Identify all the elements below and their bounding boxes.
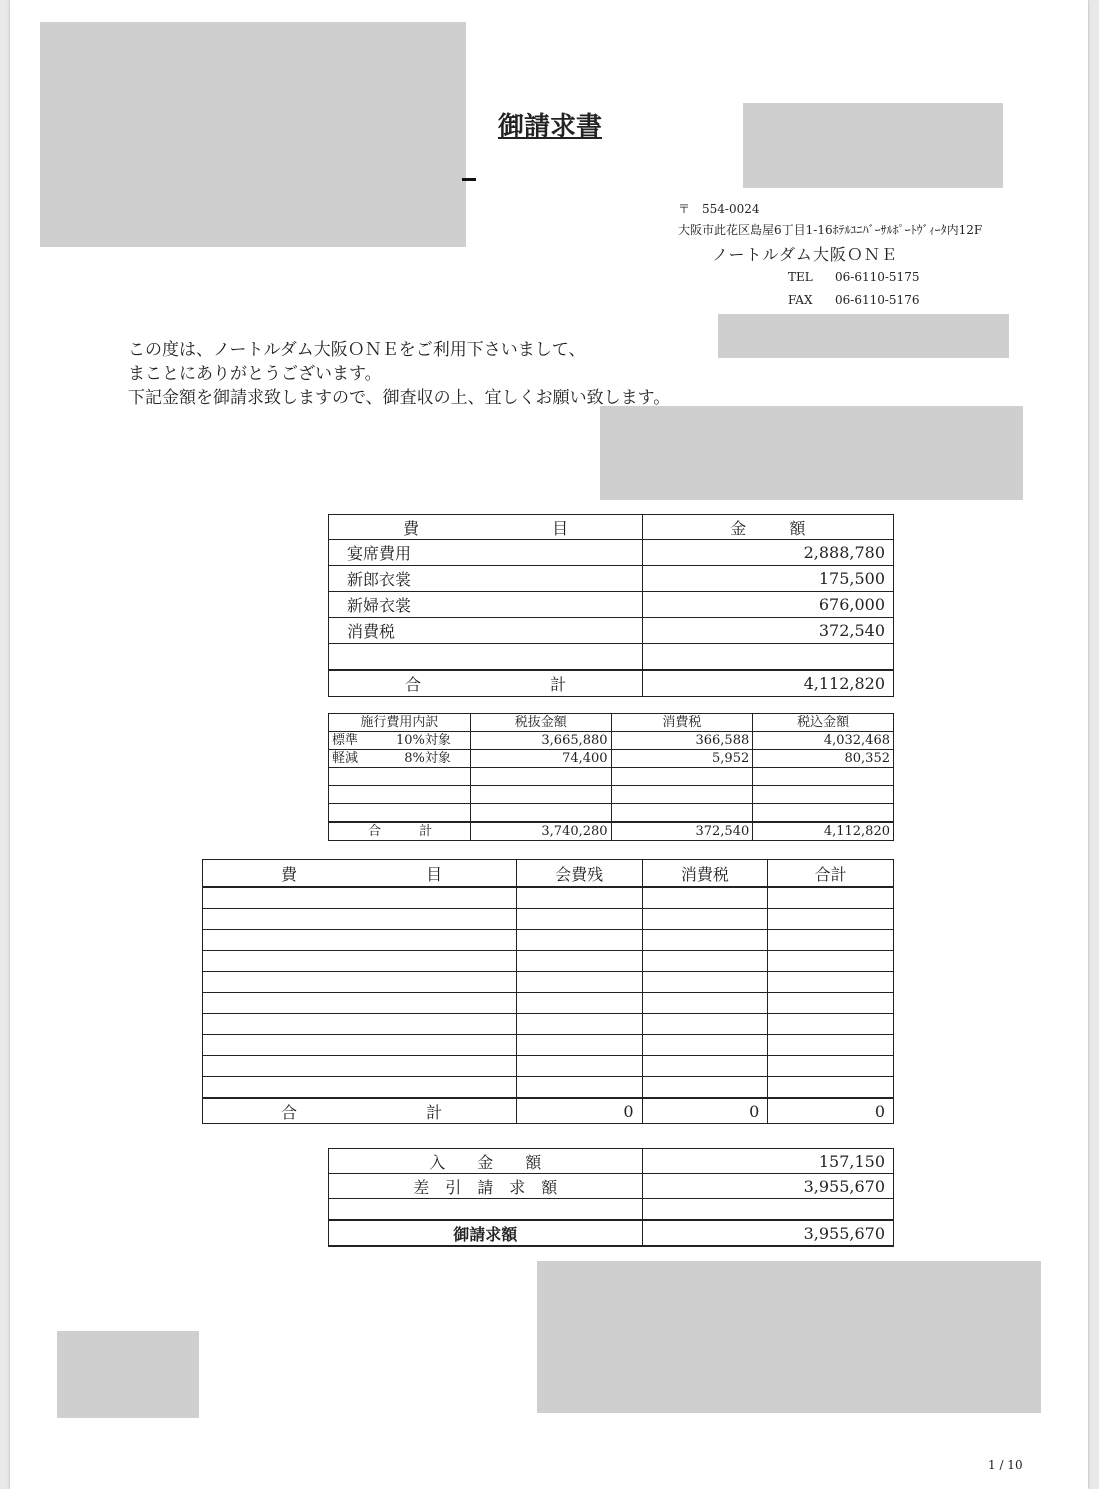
header-item	[329, 515, 643, 540]
redacted-block	[537, 1261, 1041, 1413]
table-row	[329, 618, 894, 644]
rate-scope: 10%対象	[395, 733, 451, 748]
recipient-suffix-mark	[462, 178, 476, 181]
greeting-line: この度は、ノートルダム大阪ＯＮＥをご利用下さいまして、	[128, 340, 586, 360]
header-item-char: 費	[403, 518, 420, 538]
total-label-char: 合	[368, 824, 382, 839]
charge-amount: 2,888,780	[642, 540, 893, 566]
table-row	[203, 887, 894, 909]
fax-number: 06-6110-5176	[835, 293, 920, 307]
table-row	[203, 951, 894, 972]
deposit-label: 入 金 額	[329, 1149, 643, 1174]
rate-type: 軽減	[332, 751, 359, 766]
gross-amount: 80,352	[753, 750, 894, 768]
grand-total-row	[329, 1220, 894, 1246]
table-row	[329, 804, 894, 823]
table-row	[329, 786, 894, 804]
total-amount: 4,112,820	[642, 670, 893, 697]
charge-amount: 372,540	[642, 618, 893, 644]
net-amount: 74,400	[470, 750, 611, 768]
grand-total-amount: 3,955,670	[642, 1220, 894, 1246]
charge-label: 新郎衣裳	[329, 566, 643, 592]
balance-label: 差 引 請 求 額	[329, 1174, 643, 1199]
charge-label: 新婦衣裳	[329, 592, 643, 618]
total-tax: 0	[642, 1098, 768, 1124]
header-gross: 税込金額	[753, 714, 894, 732]
deposit-row	[329, 1149, 894, 1174]
charge-label: 宴席費用	[329, 540, 643, 566]
tel-number: 06-6110-5175	[835, 270, 920, 284]
redacted-block	[57, 1331, 199, 1418]
table-row	[329, 566, 894, 592]
rate-type: 標準	[332, 733, 359, 748]
redacted-block	[600, 406, 1023, 500]
rate-cell	[329, 750, 471, 768]
table-row	[203, 1077, 894, 1099]
header-item	[203, 860, 517, 888]
charge-label	[329, 644, 643, 671]
total-fee: 0	[516, 1098, 642, 1124]
table-header-row	[329, 714, 894, 732]
total-total: 0	[768, 1098, 894, 1124]
header-fee: 会費残	[516, 860, 642, 888]
table-row	[203, 972, 894, 993]
deposit-amount: 157,150	[642, 1149, 894, 1174]
sender-address: 大阪市此花区島屋6丁目1-16ﾎﾃﾙﾕﾆﾊﾞｰｻﾙﾎﾟｰﾄｳﾞｨｰﾀ内12F	[678, 223, 983, 237]
total-label-char: 合	[281, 1102, 298, 1122]
document-title: 御請求書	[498, 112, 603, 142]
header-amount-char: 額	[789, 518, 806, 538]
table-header-row	[203, 860, 894, 888]
table-row	[329, 1199, 894, 1221]
redacted-recipient	[40, 22, 466, 247]
total-tax: 372,540	[611, 822, 753, 841]
header-item-char: 費	[281, 864, 298, 884]
table-row	[329, 644, 894, 671]
tax-amount: 5,952	[611, 750, 753, 768]
postal-code: 〒 554-0024	[678, 202, 760, 216]
summary-table	[328, 1148, 894, 1247]
header-amount	[642, 515, 893, 540]
total-label	[329, 670, 643, 697]
table-row	[203, 1014, 894, 1035]
charges-table	[328, 514, 894, 697]
balance-amount: 3,955,670	[642, 1174, 894, 1199]
header-item-char: 目	[426, 864, 443, 884]
table-row	[329, 750, 894, 768]
charge-amount: 676,000	[642, 592, 893, 618]
redacted-block	[718, 314, 1009, 358]
header-tax: 消費税	[642, 860, 768, 888]
table-row	[329, 540, 894, 566]
invoice-page	[10, 0, 1088, 1489]
fax-label: FAX	[788, 293, 813, 307]
table-row	[329, 592, 894, 618]
table-row	[203, 1056, 894, 1077]
total-label-char: 計	[426, 1102, 443, 1122]
total-label-char: 合	[405, 675, 422, 694]
table-header-row	[329, 515, 894, 540]
greeting-line: 下記金額を御請求致しますので、御査収の上、宜しくお願い致します。	[128, 388, 671, 408]
total-net: 3,740,280	[470, 822, 611, 841]
charge-amount: 175,500	[642, 566, 893, 592]
greeting-line: まことにありがとうございます。	[128, 364, 382, 384]
net-amount: 3,665,880	[470, 732, 611, 750]
table-row	[203, 993, 894, 1014]
total-row	[329, 822, 894, 841]
total-label	[203, 1098, 517, 1124]
company-name: ノートルダム大阪ＯＮＥ	[712, 245, 898, 264]
grand-total-label: 御請求額	[329, 1220, 643, 1246]
fee-table	[202, 859, 894, 1124]
table-row	[329, 768, 894, 786]
total-label	[329, 822, 471, 841]
tax-breakdown-table	[328, 713, 894, 841]
redacted-stamp	[743, 103, 1003, 188]
table-row	[203, 909, 894, 930]
page-indicator: 1 / 10	[988, 1458, 1023, 1472]
header-amount-char: 金	[730, 518, 747, 538]
rate-cell	[329, 732, 471, 750]
total-gross: 4,112,820	[753, 822, 894, 841]
rate-scope: 8%対象	[404, 751, 451, 766]
tel-label: TEL	[788, 270, 813, 284]
table-row	[329, 732, 894, 750]
charge-label: 消費税	[329, 618, 643, 644]
total-label-char: 計	[419, 824, 433, 839]
charge-amount	[642, 644, 893, 671]
header-item-char: 目	[552, 518, 569, 538]
table-row	[203, 930, 894, 951]
header-total: 合計	[768, 860, 894, 888]
balance-row	[329, 1174, 894, 1199]
header-net: 税抜金額	[470, 714, 611, 732]
total-label-char: 計	[550, 675, 567, 694]
greeting-text	[128, 338, 670, 410]
table-row	[203, 1035, 894, 1056]
header-breakdown: 施行費用内訳	[329, 714, 471, 732]
total-row	[329, 670, 894, 697]
total-row	[203, 1098, 894, 1124]
gross-amount: 4,032,468	[753, 732, 894, 750]
tax-amount: 366,588	[611, 732, 753, 750]
header-tax: 消費税	[611, 714, 753, 732]
